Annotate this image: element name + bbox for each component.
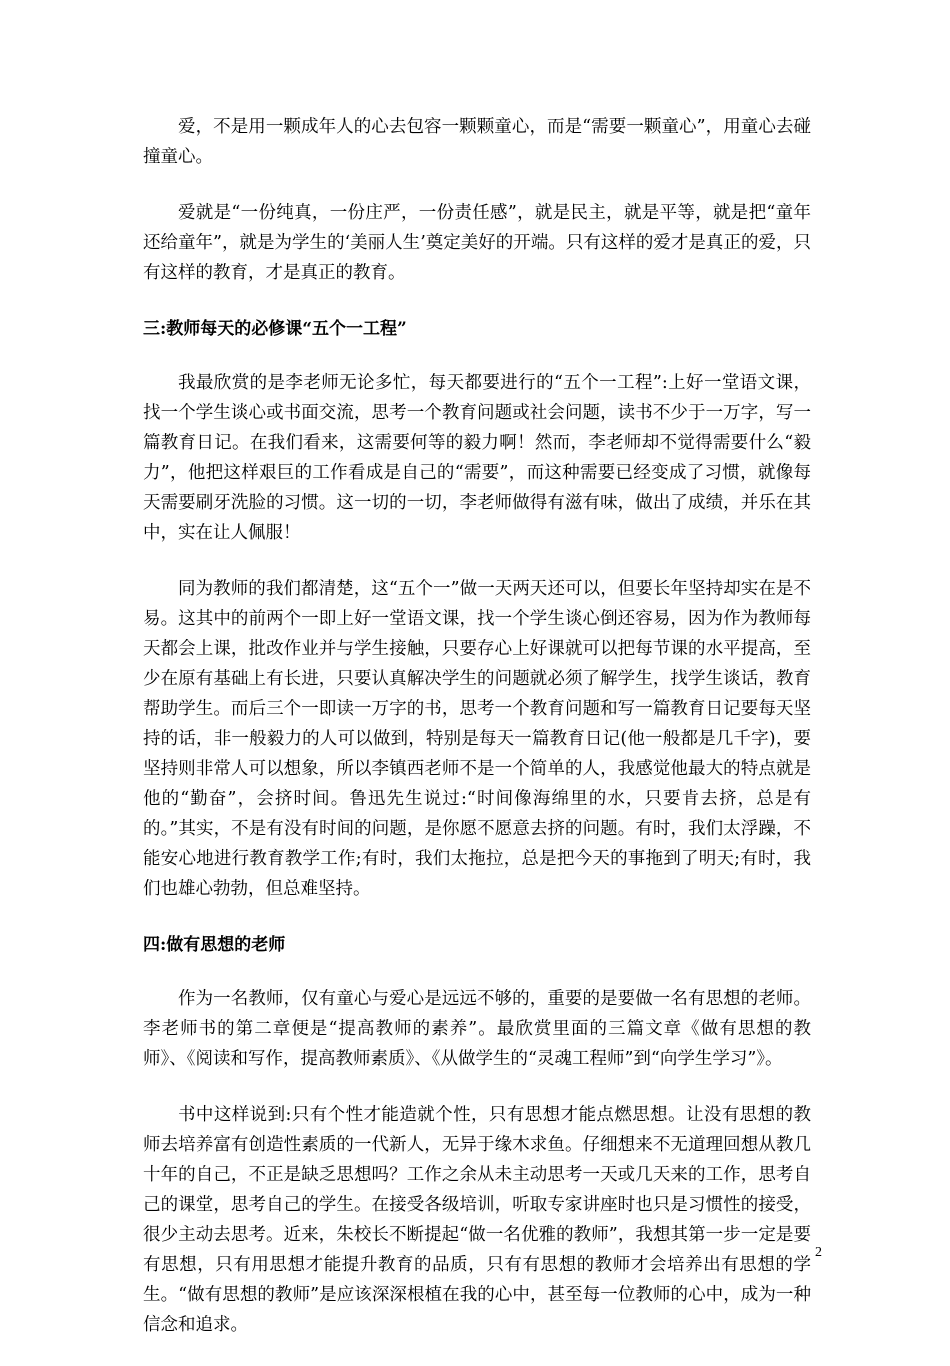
paragraph: 爱就是“一份纯真，一份庄严，一份责任感”，就是民主，就是平等，就是把“童年还给童年”，就是为学生的‘美丽人生’奠定美好的开端。只有这样的爱才是真正的爱，只有这样的教育，才是真正的教育。: [143, 203, 811, 283]
paragraph: 同为教师的我们都清楚，这“五个一”做一天两天还可以，但要长年坚持却实在是不易。这其中的前两个一即上好一堂语文课，找一个学生谈心倒还容易，因为作为教师每天都会上课，批改作业并与学生接触，只要存心上好课就可以把每节课的水平提高，至少在原有基础上有长进，只要认真解决学生的问题就必须了解学生，找学生谈话，教育帮助学生。而后三个一即读一万字的书，思考一个教育问题和写一篇教育日记要每天坚持的话，非一般毅力的人可以做到，特别是每天一篇教育日记(他一般都是几千字)，要坚持则非常人可以想象，所以李镇西老师不是一个简单的人，我感觉他最大的特点就是他的“勤奋”，会挤时间。鲁迅先生说过:“时间像海绵里的水，只要肯去挤，总是有的。”其实，不是有没有时间的问题，是你愿不愿意去挤的问题。有时，我们太浮躁，不能安心地进行教育教学工作;有时，我们太拖拉，总是把今天的事拖到了明天;有时，我们也雄心勃勃，但总难坚持。: [143, 579, 811, 899]
section-heading: 三:教师每天的必修课“五个一工程”: [143, 319, 407, 339]
paragraph: 书中这样说到:只有个性才能造就个性，只有思想才能点燃思想。让没有思想的教师去培养富有创造性素质的一代新人，无异于缘木求鱼。仔细想来不无道理回想从教几十年的自己，不正是缺乏思想吗？工作之余从未主动思考一天或几天来的工作，思考自己的课堂，思考自己的学生。在接受各级培训，听取专家讲座时也只是习惯性的接受，很少主动去思考。近来，朱校长不断提起“做一名优雅的教师”，我想其第一步一定是要有思想，只有用思想才能提升教育的品质，只有有思想的教师才会培养出有思想的学生。“做有思想的教师”是应该深深根植在我的心中，甚至每一位教师的心中，成为一种信念和追求。: [143, 1105, 811, 1335]
page-number: 2: [815, 1245, 822, 1260]
section-heading: 四:做有思想的老师: [143, 935, 286, 955]
paragraph: 作为一名教师，仅有童心与爱心是远远不够的，重要的是要做一名有思想的老师。李老师书的第二章便是“提高教师的素养”。最欣赏里面的三篇文章《做有思想的教师》、《阅读和写作，提高教师素质》、《从做学生的“灵魂工程师”到“向学生学习”》。: [143, 989, 811, 1069]
document-body: [143, 112, 811, 1366]
paragraph: 爱，不是用一颗成年人的心去包容一颗颗童心，而是“需要一颗童心”，用童心去碰撞童心。: [143, 117, 811, 167]
paragraph: 我最欣赏的是李老师无论多忙，每天都要进行的“五个一工程”:上好一堂语文课，找一个学生谈心或书面交流，思考一个教育问题或社会问题，读书不少于一万字，写一篇教育日记。在我们看来，这需要何等的毅力啊！然而，李老师却不觉得需要什么“毅力”，他把这样艰巨的工作看成是自己的“需要”，而这种需要已经变成了习惯，就像每天需要刷牙洗脸的习惯。这一切的一切，李老师做得有滋有味，做出了成绩，并乐在其中，实在让人佩服！: [143, 373, 811, 543]
